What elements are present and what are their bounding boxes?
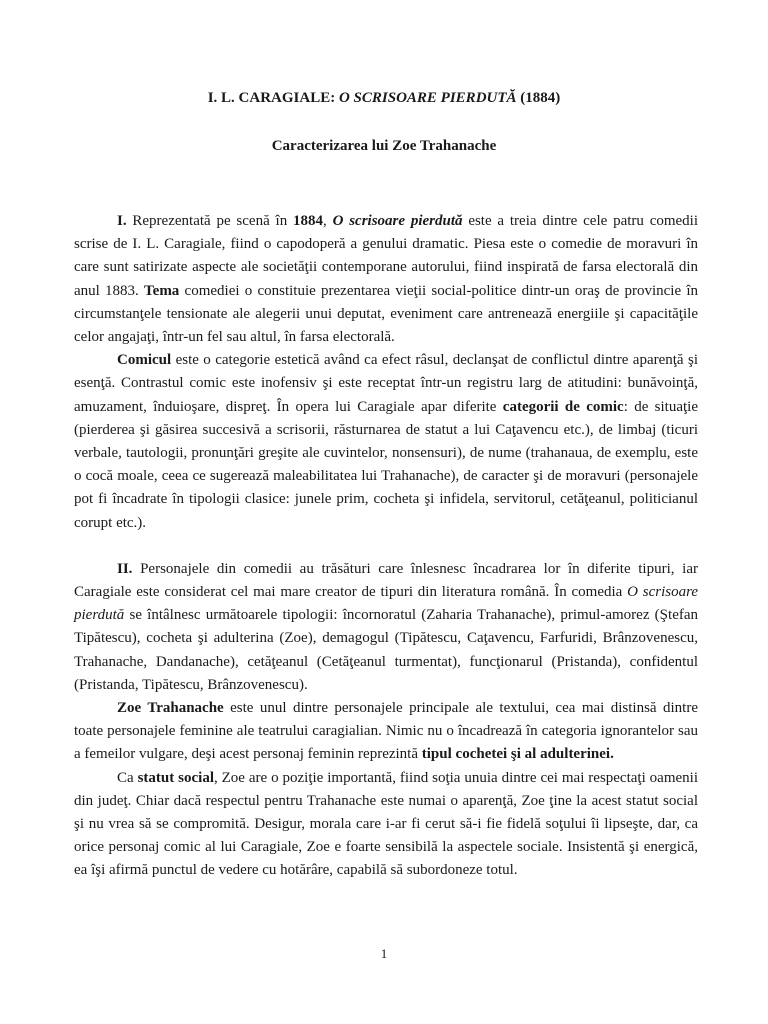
paragraph-4: Zoe Trahanache este unul dintre personajele principale ale textului, cea mai distinsă dintre toate personajele feminine ale teatrului caragialian. Nimic nu o încadrează în categoria ignorantelor sau a femeilor vulgare, deşi acest personaj feminin reprezintă tipul cochetei şi al adulterinei.	[74, 700, 698, 763]
document-body	[74, 210, 698, 883]
document-subtitle: Caracterizarea lui Zoe Trahanache	[271, 138, 497, 154]
title-work: O SCRISOARE PIERDUTĂ	[338, 90, 517, 106]
document-title	[0, 90, 768, 107]
paragraph-5: Ca statut social, Zoe are o poziţie importantă, fiind soţia unuia dintre cei mai respectaţi oamenii din judeţ. Chiar dacă respectul pentru Trahanache este numai o aparenţă, Zoe ţine la acest statut social şi nu vrea să se compromită. Desigur, morala care i-ar fi cerut să-i fie fidelă soţului îi lipseşte, dar, ca orice personaj comic al lui Caragiale, Zoe e foarte sensibilă la aspectele sociale. Insistentă şi energică, ea îşi afirmă punctul de vedere cu hotărâre, capabilă să subordoneze totul.	[74, 769, 698, 879]
paragraph-3: II. Personajele din comedii au trăsături care înlesnesc încadrarea lor în diferite tipuri, iar Caragiale este considerat cel mai mare creator de tipuri din literatura română. În comedia O scrisoare pierdută se întâlnesc următoarele tipologii: încornoratul (Zaharia Trahanache), primul-amorez (Ştefan Tipătescu), cocheta şi adulterina (Zoe), demagogul (Tipătescu, Caţavencu, Farfuridi, Brânzovenescu, Trahanache, Dandanache), cetăţeanul (Cetăţeanul turmentat), funcţionarul (Pristanda), confidentul (Pristanda, Tipătescu, Brânzovenescu).	[74, 560, 699, 693]
paragraph-2: Comicul este o categorie estetică având ca efect râsul, declanşat de conflictul dintre aparenţă şi esenţă. Contrastul comic este inofensiv şi este receptat într-un registru larg de atitudini: bunăvoinţă, amuzament, înduioşare, dispreţ. În opera lui Caragiale apar diferite categorii de comic: de situaţie (pierderea şi găsirea succesivă a scrisorii, răsturnarea de statut a lui Caţavencu etc.), de limbaj (ticuri verbale, tautologii, pronunţări greşite ale cuvintelor, nonsensuri), de nume (trahanaua, de exemplu, este o cocă moale, ceea ce sugerează maleabilitatea lui Trahanache), de caracter şi de moravuri (personajele pot fi încadrate în tipologii clasice: junele prim, cocheta şi infidela, servitorul, cetăţeanul, politicianul corupt etc.).	[74, 352, 699, 531]
title-year: (1884)	[516, 90, 561, 106]
page-number: 1	[380, 946, 388, 961]
title-author: I. L. CARAGIALE:	[207, 90, 339, 106]
paragraph-1: I. Reprezentată pe scenă în 1884, O scrisoare pierdută este a treia dintre cele patru comedii scrise de I. L. Caragiale, fiind o capodoperă a genului dramatic. Piesa este o comedie de moravuri în care sunt satirizate aspecte ale societăţii contemporane autorului, fiind inspirată de farsa electorală din anul 1883. Tema comediei o constituie prezentarea vieţii social-politice dintr-un oraş de provincie în circumstanţele tensionate ale alegerii unui deputat, eveniment care antrenează energiile şi capacităţile celor angajaţi, într-un fel sau altul, în farsa electorală.	[74, 213, 699, 346]
